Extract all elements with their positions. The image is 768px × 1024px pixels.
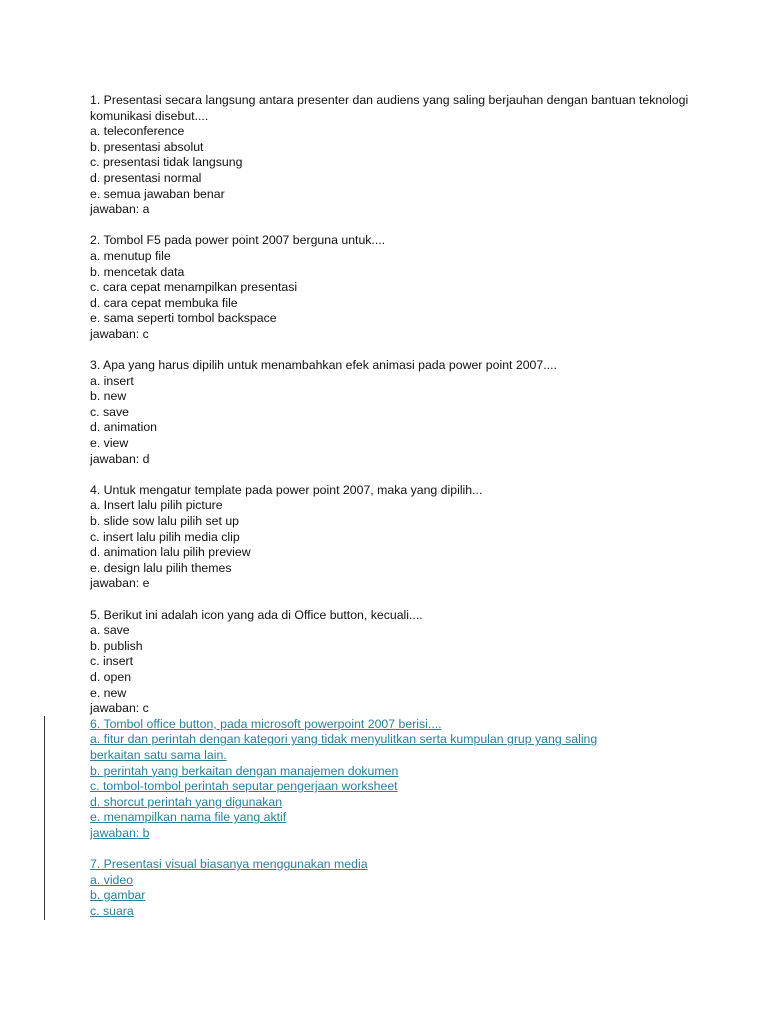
option-d: d. open <box>90 669 132 684</box>
option-a: a. menutup file <box>90 248 171 263</box>
answer-text: jawaban: e <box>90 576 150 591</box>
option-c: c. cara cepat menampilkan presentasi <box>90 280 298 295</box>
option-c: c. insert <box>90 654 134 669</box>
question-text[interactable]: 6. Tombol office button, pada microsoft powerpoint 2007 berisi.... <box>90 716 442 731</box>
answer-text: jawaban: d <box>90 451 150 466</box>
question-1 <box>90 93 710 218</box>
question-text: 5. Berikut ini adalah icon yang ada di Office button, kecuali.... <box>90 607 423 622</box>
option-b: b. mencetak data <box>90 264 185 279</box>
option-d: d. animation <box>90 420 157 435</box>
question-6 <box>90 717 710 842</box>
question-5 <box>90 608 710 717</box>
question-7 <box>90 857 710 919</box>
option-a: a. teleconference <box>90 124 185 139</box>
option-d: d. cara cepat membuka file <box>90 295 238 310</box>
option-e: e. semua jawaban benar <box>90 186 225 201</box>
question-text: 2. Tombol F5 pada power point 2007 berguna untuk.... <box>90 233 386 248</box>
question-4 <box>90 483 710 592</box>
option-e[interactable]: e. menampilkan nama file yang aktif <box>90 810 287 825</box>
option-e: e. new <box>90 685 127 700</box>
option-a[interactable]: a. fitur dan perintah dengan kategori yang tidak menyulitkan serta kumpulan grup yang saling berkaitan satu sama lain. <box>90 732 598 762</box>
option-d[interactable]: d. shorcut perintah yang digunakan <box>90 794 283 809</box>
option-d: d. animation lalu pilih preview <box>90 545 251 560</box>
option-a: a. save <box>90 623 130 638</box>
option-a: a. Insert lalu pilih picture <box>90 498 223 513</box>
option-c: c. save <box>90 404 129 419</box>
option-b: b. presentasi absolut <box>90 139 204 154</box>
answer-text: jawaban: c <box>90 701 149 716</box>
revision-bar <box>44 716 45 920</box>
option-c[interactable]: c. suara <box>90 903 134 918</box>
option-b[interactable]: b. perintah yang berkaitan dengan manajemen dokumen <box>90 763 399 778</box>
answer-text[interactable]: jawaban: b <box>90 825 150 840</box>
option-a: a. insert <box>90 373 134 388</box>
question-text[interactable]: 7. Presentasi visual biasanya menggunakan media <box>90 857 368 872</box>
answer-text: jawaban: c <box>90 326 149 341</box>
question-2 <box>90 233 710 342</box>
question-text: 3. Apa yang harus dipilih untuk menambahkan efek animasi pada power point 2007.... <box>90 358 557 373</box>
option-e: e. design lalu pilih themes <box>90 560 232 575</box>
option-b: b. publish <box>90 638 143 653</box>
document-body <box>90 93 710 919</box>
option-e: e. view <box>90 436 129 451</box>
option-d: d. presentasi normal <box>90 170 202 185</box>
option-a[interactable]: a. video <box>90 872 134 887</box>
question-3 <box>90 358 710 467</box>
question-text: 4. Untuk mengatur template pada power point 2007, maka yang dipilih... <box>90 482 483 497</box>
answer-text: jawaban: a <box>90 202 150 217</box>
option-b: b. new <box>90 389 127 404</box>
option-b[interactable]: b. gambar <box>90 888 146 903</box>
option-c: c. insert lalu pilih media clip <box>90 529 240 544</box>
option-e: e. sama seperti tombol backspace <box>90 311 277 326</box>
option-b: b. slide sow lalu pilih set up <box>90 514 240 529</box>
option-c[interactable]: c. tombol-tombol perintah seputar pengerjaan worksheet <box>90 779 398 794</box>
option-c: c. presentasi tidak langsung <box>90 155 243 170</box>
question-text: 1. Presentasi secara langsung antara presenter dan audiens yang saling berjauhan dengan bantuan teknologi komunikasi disebut.... <box>90 93 689 123</box>
